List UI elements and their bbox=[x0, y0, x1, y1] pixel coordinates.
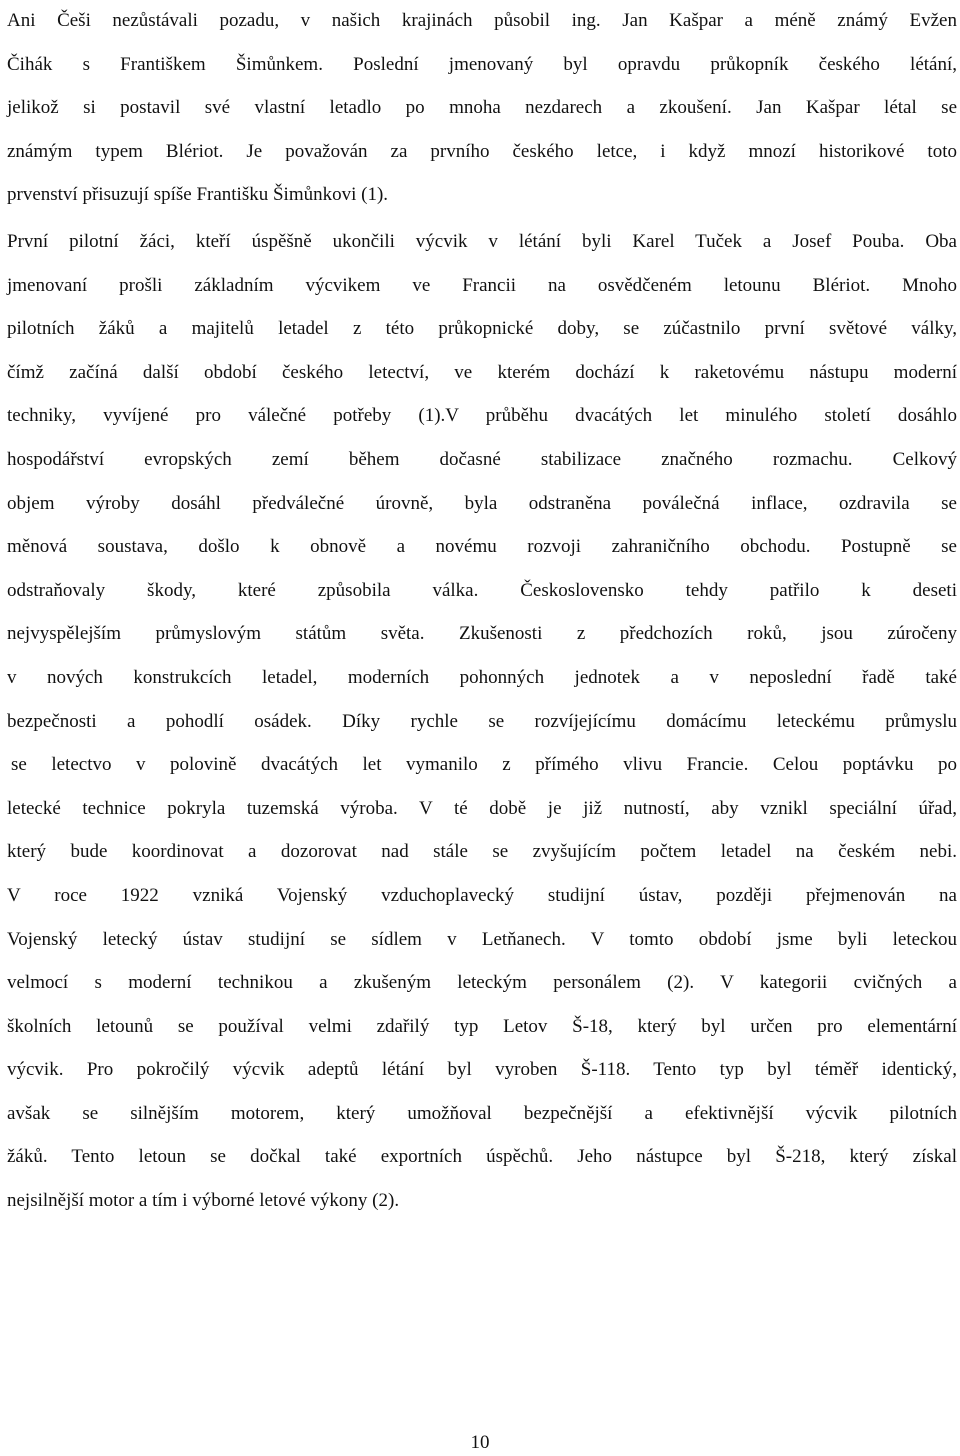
paragraph-line: odstraňovaly škody, které způsobila válka. Československo tehdy patřilo k deseti bbox=[7, 579, 957, 601]
paragraph-line: čímž začíná další období českého letectví, ve kterém dochází k raketovému nástupu moderní bbox=[7, 361, 957, 383]
paragraph-line: objem výroby dosáhl předválečné úrovně, byla odstraněna poválečná inflace, ozdravila se bbox=[7, 492, 957, 514]
paragraph-line: školních letounů se používal velmi zdařilý typ Letov Š-18, který byl určen pro elementární bbox=[7, 1015, 957, 1037]
paragraph-line: V roce 1922 vzniká Vojenský vzduchoplavecký studijní ústav, později přejmenován na bbox=[7, 884, 957, 906]
page-number: 10 bbox=[470, 1432, 490, 1453]
paragraph-line: letecké technice pokryla tuzemská výroba. V té době je již nutností, aby vznikl speciální úřad, bbox=[7, 797, 957, 819]
paragraph-line: žáků. Tento letoun se dočkal také exportních úspěchů. Jeho nástupce byl Š-218, který získal bbox=[7, 1146, 957, 1168]
paragraph-line: měnová soustava, došlo k obnově a novému rozvoji zahraničního obchodu. Postupně se bbox=[7, 536, 957, 558]
paragraph-line: jmenovaní prošli základním výcvikem ve Francii na osvědčeném letounu Blériot. Mnoho bbox=[7, 274, 957, 296]
paragraph-line: známým typem Blériot. Je považován za prvního českého letce, i když mnozí historikové toto bbox=[7, 140, 957, 162]
paragraph-line: avšak se silnějším motorem, který umožňoval bezpečnější a efektivnější výcvik pilotních bbox=[7, 1102, 957, 1124]
paragraph-line: Čihák s Františkem Šimůnkem. Poslední jmenovaný byl opravdu průkopník českého létání, bbox=[7, 53, 957, 75]
paragraph-line: velmocí s moderní technikou a zkušeným leteckým personálem (2). V kategorii cvičných a bbox=[7, 972, 957, 994]
paragraph-line: nejvyspělejším průmyslovým státům světa. Zkušenosti z předchozích roků, jsou zúročeny bbox=[7, 623, 957, 645]
paragraph-line: nejsilnější motor a tím i výborné letové výkony (2). bbox=[7, 1190, 400, 1212]
paragraph-line: prvenství přisuzují spíše Františku Šimůnkovi (1). bbox=[7, 184, 389, 206]
paragraph-line: jelikož si postavil své vlastní letadlo po mnoha nezdarech a zkoušení. Jan Kašpar létal se bbox=[7, 97, 957, 119]
paragraph-line: bezpečnosti a pohodlí osádek. Díky rychle se rozvíjejícímu domácímu leteckému průmyslu bbox=[7, 710, 957, 732]
paragraph-line: Ani Češi nezůstávali pozadu, v našich krajinách působil ing. Jan Kašpar a méně známý Evžen bbox=[7, 10, 957, 31]
paragraph-line: pilotních žáků a majitelů letadel z této průkopnické doby, se zúčastnilo první světové války, bbox=[7, 318, 957, 340]
paragraph-line: Vojenský letecký ústav studijní se sídlem v Letňanech. V tomto období jsme byli leteckou bbox=[7, 928, 957, 950]
paragraph-line: hospodářství evropských zemí během dočasné stabilizace značného rozmachu. Celkový bbox=[7, 448, 957, 470]
paragraph-line: v nových konstrukcích letadel, moderních pohonných jednotek a v neposlední řadě také bbox=[7, 666, 957, 688]
paragraph-2 bbox=[7, 220, 957, 1223]
paragraph-line: První pilotní žáci, kteří úspěšně ukončili výcvik v létání byli Karel Tuček a Josef Pouba. Oba bbox=[7, 231, 957, 252]
paragraph-1 bbox=[7, 0, 957, 217]
paragraph-line: se letectvo v polovině dvacátých let vymanilo z přímého vlivu Francie. Celou poptávku po bbox=[11, 754, 957, 776]
paragraph-line: který bude koordinovat a dozorovat nad stále se zvyšujícím počtem letadel na českém nebi. bbox=[7, 841, 957, 863]
paragraph-line: techniky, vyvíjené pro válečné potřeby (1).V průběhu dvacátých let minulého století dosáhlo bbox=[7, 405, 957, 427]
paragraph-line: výcvik. Pro pokročilý výcvik adeptů létání byl vyroben Š-118. Tento typ byl téměř identický, bbox=[7, 1059, 957, 1081]
